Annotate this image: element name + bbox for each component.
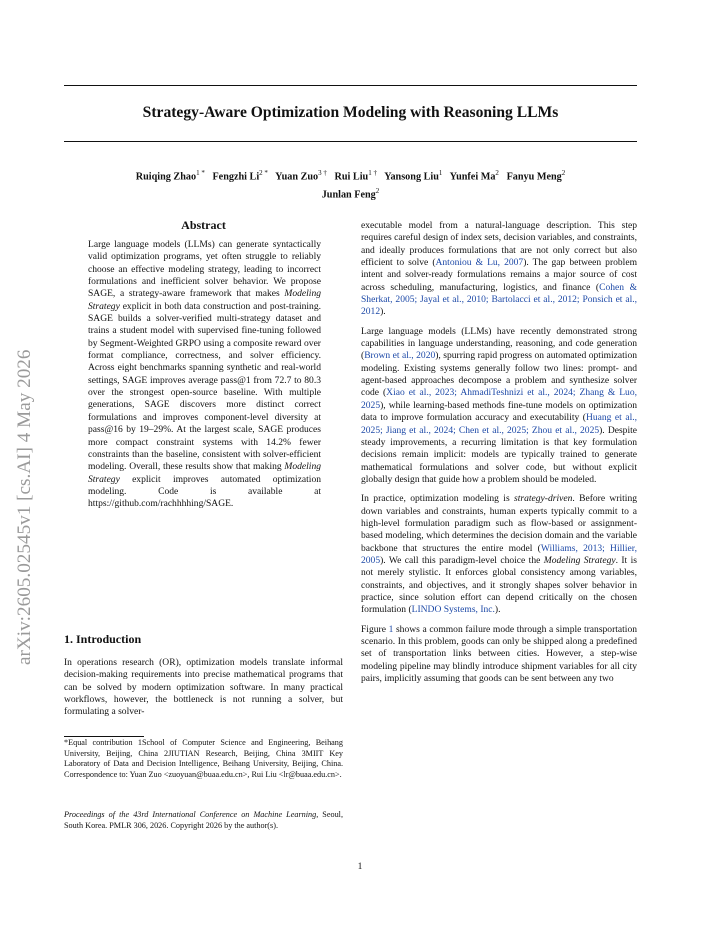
abstract-text: Large language models (LLMs) can generate syntactically valid optimization programs, yet often struggle to reliably choose an effective modeling strategy, leading to incorrect formulations and inefficient solver behavior. We propose SAGE, a strategy-aware framework that makes Modeling Strategy explicit in both data construction and post-training. SAGE builds a solver-verified multi-strategy dataset and trains a student model with supervised fine-tuning followed by Segment-Weighted GRPO using a composite reward over format compliance, correctness, and solver efficiency. Across eight benchmarks spanning synthetic and real-world settings, SAGE improves average pass@1 from 72.7 to 80.3 over the strongest open-source baseline. With multiple generations, SAGE discovers more distinct correct formulations and improves component-level diversity at pass@16 by 19–29%. At the largest scale, SAGE produces more compact constraint systems with 14.2% fewer constraints than the baseline, consistent with solver-efficient modeling. Overall, these results show that making Modeling Strategy explicit improves automated optimization modeling. Code is available at https://github.com/rachhhhing/SAGE.: [88, 239, 321, 510]
intro-paragraph: In operations research (OR), optimization models translate informal decision-making requirements into precise mathematical programs that can be solved by modern optimization software. In many practical workflows, however, the bottleneck is not running a solver, but formulating a solver-: [64, 657, 343, 718]
page-number: 1: [357, 862, 363, 872]
right-column: [361, 220, 637, 692]
paper-title: Strategy-Aware Optimization Modeling with Reasoning LLMs: [142, 104, 559, 121]
paragraph: executable model from a natural-language description. This step requires careful design of index sets, decision variables, and constraints, and ideally produces formulations that are not only correct but also efficient to solve (Antoniou & Lu, 2007). The gap between problem intent and solver-ready formulations remains a major source of cost across scheduling, manufacturing, logistics, and finance (Cohen & Sherkat, 2005; Jayal et al., 2010; Bartolacci et al., 2012; Ponsich et al., 2012).: [361, 220, 637, 318]
citation-link[interactable]: Antoniou & Lu, 2007: [435, 257, 524, 269]
author: Yunfei Ma: [449, 171, 496, 183]
author: Yansong Liu: [384, 171, 439, 183]
author: Fanyu Meng: [506, 171, 562, 183]
author: Yuan Zuo: [275, 171, 319, 183]
footnote: *Equal contribution 1School of Computer Science and Engineering, Beihang University, Beijing, China 2JIUTIAN Research, Beijing, China 3MIIT Key Laboratory of Data and Decision Intelligence, Beihang University, Beijing, China. Correspondence to: Yuan Zuo <zuoyuan@buaa.edu.cn>, Rui Liu <lr@buaa.edu.cn>.: [64, 738, 343, 779]
paragraph: In practice, optimization modeling is strategy-driven. Before writing down variables and constraints, human experts typically commit to a high-level formulation paradigm such as flow-based or assignment-based modeling, which determines the decision domain and the variable backbone that structures the entire model (Williams, 2013; Hillier, 2005). We call this paradigm-level choice the Modeling Strategy. It is not merely stylistic. It enforces global consistency among variables, constraints, and objectives, and it strongly shapes solver behavior in practice, since solution effort can depend critically on the chosen formulation (LINDO Systems, Inc.).: [361, 493, 637, 616]
citation-link[interactable]: Cohen & Sherkat, 2005; Jayal et al., 2010; Bartolacci et al., 2012; Ponsich et al., 2012: [361, 281, 637, 318]
author-list: Ruiqing Zhao$^{1 *}$ Fengzhi $Li^{2 *}$ Yuan Zuo$^{3 \dagger}$ Rui Liu$^{1 \dagger}$ Yansong Liu$^1$ Yunfei Ma$^2$ Fanyu Meng$^2$ Junlan Feng$^2$: [135, 169, 566, 201]
figure-link[interactable]: 1: [388, 623, 394, 635]
author: Junlan Feng: [321, 189, 376, 201]
footnote-rule: [64, 736, 144, 737]
abstract-heading: Abstract: [181, 218, 226, 232]
title-rule-top: [64, 85, 637, 86]
paragraph: Large language models (LLMs) have recently demonstrated strong capabilities in language understanding, reasoning, and code generation (Brown et al., 2020), spurring rapid progress on automated optimization modeling. Existing systems generally follow two lines: prompt- and agent-based approaches decompose a problem and synthesize solver code (Xiao et al., 2023; AhmadiTeshnizi et al., 2024; Zhang & Luo, 2025), while learning-based methods fine-tune models on optimization data to improve formulation accuracy and executability (Huang et al., 2025; Jiang et al., 2024; Chen et al., 2025; Zhou et al., 2025). Despite steady improvements, a recurring limitation is that key formulation decisions remain implicit: models are typically trained to generate mathematical formulations and solver code, but without explicit globally design that guide how a problem should be modeled.: [361, 325, 637, 485]
author: Ruiqing Zhao: [135, 171, 197, 183]
title-rule-bottom: [64, 141, 637, 142]
abstract-block: [64, 218, 343, 511]
paragraph: Figure 1 shows a common failure mode through a simple transportation scenario. In this problem, goods can only be shipped along a predefined set of transportation links between cities. However, a step-wise modeling pipeline may blindly introduce shipment variables for all city pairs, implicitly assuming that goods can be sent between any two: [361, 623, 638, 685]
citation-link[interactable]: Brown et al., 2020: [364, 350, 436, 362]
arxiv-stamp: arXiv:2605.02545v1 [cs.AI] 4 May 2026: [14, 349, 35, 665]
citation-link[interactable]: Huang et al., 2025; Jiang et al., 2024; Chen et al., 2025; Zhou et al., 2025: [361, 412, 637, 436]
citation-link[interactable]: Williams, 2013; Hillier, 2005: [361, 542, 637, 566]
section-heading-introduction: 1. Introduction: [64, 632, 142, 646]
citation-link[interactable]: LINDO Systems, Inc.: [411, 604, 495, 616]
citation-link[interactable]: Xiao et al., 2023; AhmadiTeshnizi et al., 2024; Zhang & Luo, 2025: [361, 387, 637, 411]
author: Rui Liu: [334, 171, 369, 183]
proceedings-note: Proceedings of the 43rd International Conference on Machine Learning, Seoul, South Korea. PMLR 306, 2026. Copyright 2026 by the author(s).: [64, 810, 343, 830]
author: Fengzhi Li: [212, 171, 260, 183]
